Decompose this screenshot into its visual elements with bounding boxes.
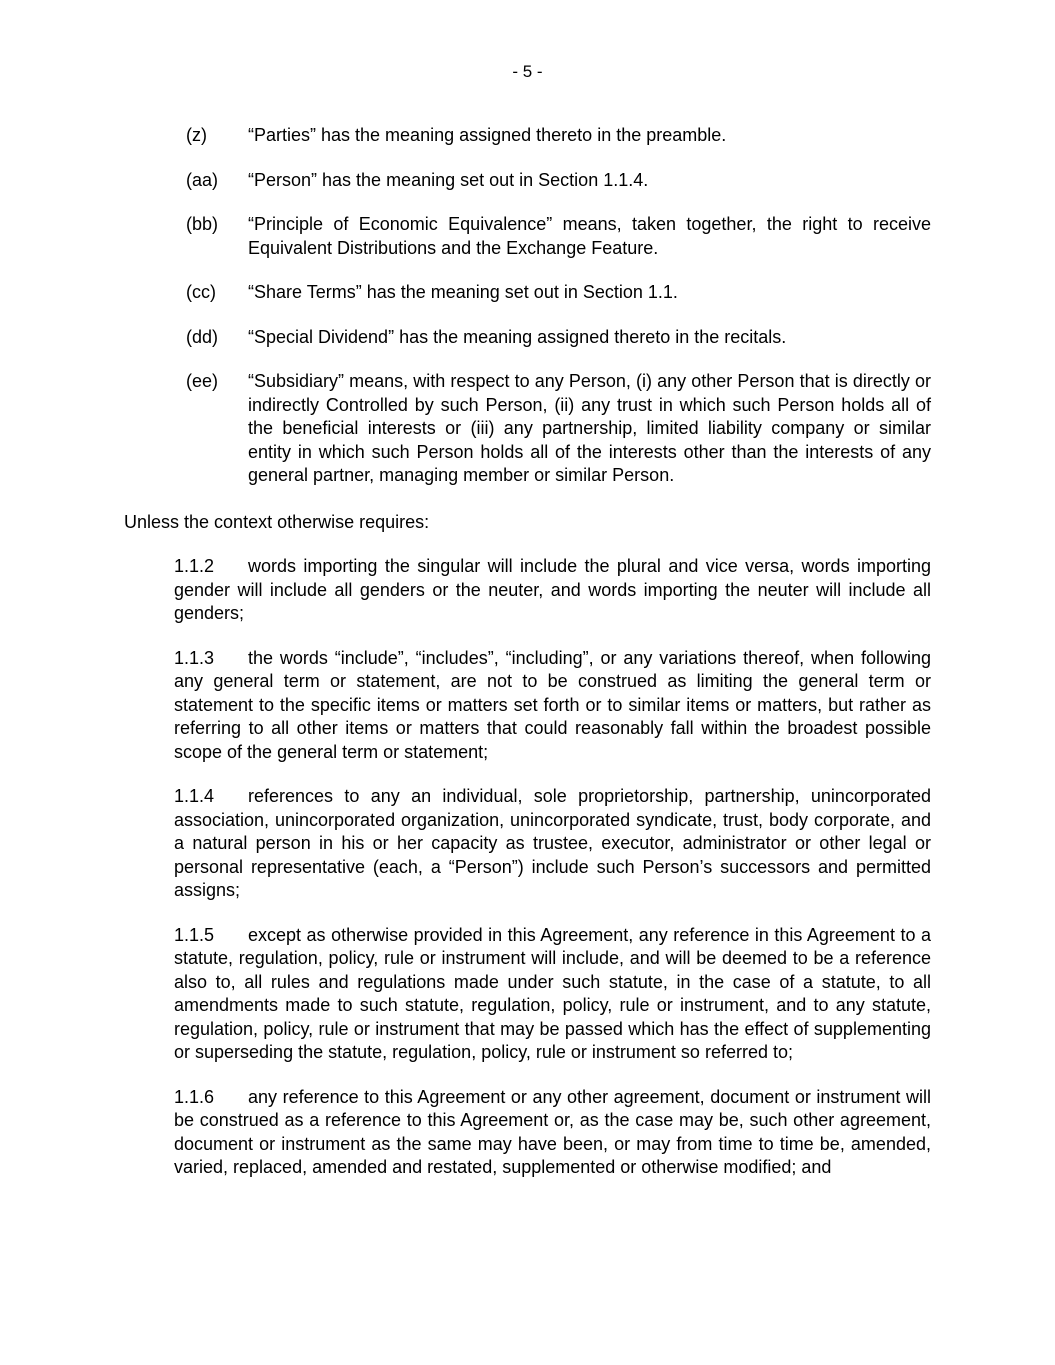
clause-text: the words “include”, “includes”, “including”, or any variations thereof, when following any general term or statement, are not to be construed as limiting the general term or statement to the specific items or matters set forth or to similar items or matters, but rather as referring to all other items or matters that could reasonably fall within the broadest possible scope of the general term or statement; xyxy=(174,647,931,762)
definition-label: (aa) xyxy=(186,169,219,190)
page-number: - 5 - xyxy=(512,62,543,81)
definition-item xyxy=(186,169,931,193)
definition-label: (z) xyxy=(186,125,207,145)
definition-text: “Parties” has the meaning assigned thereto in the preamble. xyxy=(248,125,727,145)
clause-item xyxy=(174,647,931,765)
definition-label: (ee) xyxy=(186,371,219,391)
clauses-list xyxy=(174,555,931,1201)
definition-text: “Special Dividend” has the meaning assigned thereto in the recitals. xyxy=(248,326,787,347)
clause-item xyxy=(174,555,931,626)
clause-number: 1.1.6 xyxy=(174,1086,215,1107)
intro-paragraph: Unless the context otherwise requires: xyxy=(124,512,430,532)
clause-text: any reference to this Agreement or any other agreement, document or instrument will be construed as a reference to this Agreement or, as the case may be, such other agreement, document or instrument as the same may have been, or may from time to time be, amended, varied, replaced, amended and restated, supplemented or otherwise modified; and xyxy=(174,1086,931,1177)
clause-item xyxy=(174,1086,931,1180)
definition-text: “Subsidiary” means, with respect to any Person, (i) any other Person that is directly or indirectly Controlled by such Person, (ii) any trust in which such Person holds all of the beneficial interests or (iii) any partnership, limited liability company or similar entity in which such Person holds all of the interests other than the interests of any general partner, managing member or similar Person. xyxy=(248,371,931,485)
definition-item xyxy=(186,370,931,488)
definition-text: “Principle of Economic Equivalence” means, taken together, the right to receive Equivalent Distributions and the Exchange Feature. xyxy=(248,214,931,258)
clause-number: 1.1.2 xyxy=(174,556,215,576)
clause-number: 1.1.5 xyxy=(174,924,215,945)
definition-item xyxy=(186,326,931,350)
definition-item xyxy=(186,281,931,305)
definition-item xyxy=(186,213,931,260)
definition-text: “Person” has the meaning set out in Section 1.1.4. xyxy=(248,169,649,190)
definition-label: (dd) xyxy=(186,326,219,347)
clause-text: words importing the singular will include the plural and vice versa, words importing gender will include all genders or the neuter, and words importing the neuter will include all genders; xyxy=(174,556,931,623)
clause-text: except as otherwise provided in this Agreement, any reference in this Agreement to a statute, regulation, policy, rule or instrument will include, and will be deemed to be a reference also to, all rules and regulations made under such statute, in the case of a statute, to all amendments made to such statute, regulation, policy, rule or instrument, and to any statute, regulation, policy, rule or instrument that may be passed which has the effect of supplementing or superseding the statute, regulation, policy, rule or instrument so referred to; xyxy=(174,924,931,1062)
clause-item xyxy=(174,924,931,1065)
definitions-list xyxy=(186,124,931,509)
definition-label: (bb) xyxy=(186,214,219,234)
clause-number: 1.1.3 xyxy=(174,647,215,668)
definition-item xyxy=(186,124,931,148)
clause-number: 1.1.4 xyxy=(174,786,215,806)
clause-item xyxy=(174,785,931,903)
definition-label: (cc) xyxy=(186,282,216,302)
clause-text: references to any an individual, sole proprietorship, partnership, unincorporated association, unincorporated organization, unincorporated syndicate, trust, body corporate, and a natural person in his or her capacity as trustee, executor, administrator or other legal or personal representative (each, a “Person”) include such Person’s successors and permitted assigns; xyxy=(174,786,931,900)
definition-text: “Share Terms” has the meaning set out in Section 1.1. xyxy=(248,282,678,302)
